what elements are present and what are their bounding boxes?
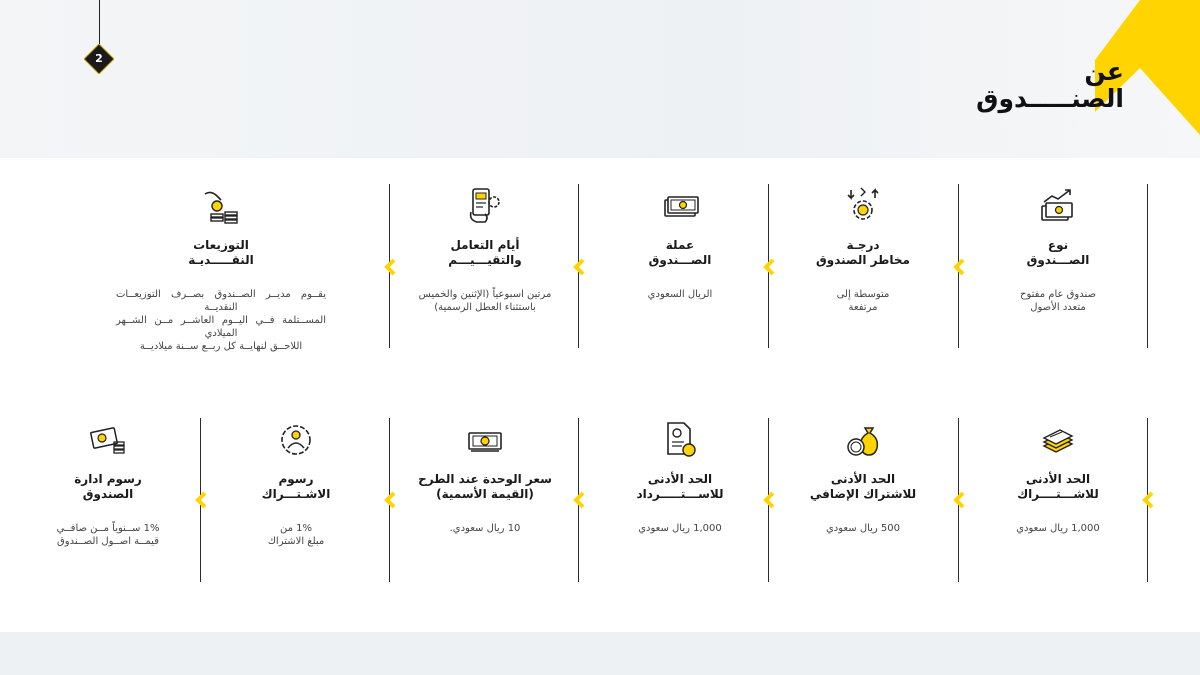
info-min-additional-subscription: الحد الأدنى للاشتراك الإضافي 500 ريال سعودي [775, 420, 951, 535]
divider [1147, 184, 1148, 348]
info-subscription-fees: رسوم الاشـتـــراك 1% من مبلغ الاشتراك [208, 420, 384, 548]
info-min-subscription: الحد الأدنى للاشـــتــــراك 1,000 ريال سعودي [970, 420, 1146, 535]
info-min-redemption: الحد الأدنى للاســـتـــــرداد 1,000 ريال سعودي [592, 420, 768, 535]
chevron-left-icon [383, 257, 397, 277]
chevron-left-icon [194, 490, 208, 510]
chart-money-icon [1038, 186, 1078, 226]
info-fund-type: نوع الصـــندوق صندوق عام مفتوح متعدد الأصول [970, 186, 1146, 314]
footer-band [0, 632, 1200, 675]
info-offering-unit-price: سعر الوحدة عند الطرح (القيمة الأسمية) 10 ريال سعودي. [397, 420, 573, 535]
info-management-fees: رسوم ادارة الصندوق 1% ســنوياً مــن صافــي قيمــة اصــول الصــندوق [20, 420, 196, 548]
money-bag-icon [843, 420, 883, 460]
chevron-left-icon [952, 257, 966, 277]
hand-coins-icon [201, 186, 241, 226]
info-dealing-days: أيام التعامل والتقيـــيـــم مرتين اسبوعياً (الإثنين والخميس باستثناء العطل الرسمية) [397, 186, 573, 314]
page-number: 2 [95, 52, 103, 65]
info-fund-currency: عملة الصـــندوق الريال السعودي [592, 186, 768, 301]
person-gear-icon [276, 420, 316, 460]
document-coin-icon [660, 420, 700, 460]
banknote-icon [660, 186, 700, 226]
risk-gear-icon [843, 186, 883, 226]
phone-calendar-icon [465, 186, 505, 226]
info-cash-distributions: التوزيعات النقـــــديـة يقــوم مديــر الصــندوق بصــرف التوزيعــات النقديــة المســتلمة فــي اليــوم العاشــر مــن الشــهر الميلادي اللاحــق لنهايــة كل ربــع ســنة ميلاديــة [116, 186, 326, 353]
chevron-left-icon [572, 257, 586, 277]
page-title: عن الصنـــــدوق [976, 57, 1124, 113]
chevron-left-icon [952, 490, 966, 510]
badge-string [99, 0, 100, 44]
cash-stack-icon [1038, 420, 1078, 460]
chevron-left-icon [383, 490, 397, 510]
chevron-left-icon [572, 490, 586, 510]
info-risk-level: درجـة مخاطر الصندوق متوسطة إلى مرتفعة [775, 186, 951, 314]
cash-coins-icon [88, 420, 128, 460]
banknote-outline-icon [465, 420, 505, 460]
